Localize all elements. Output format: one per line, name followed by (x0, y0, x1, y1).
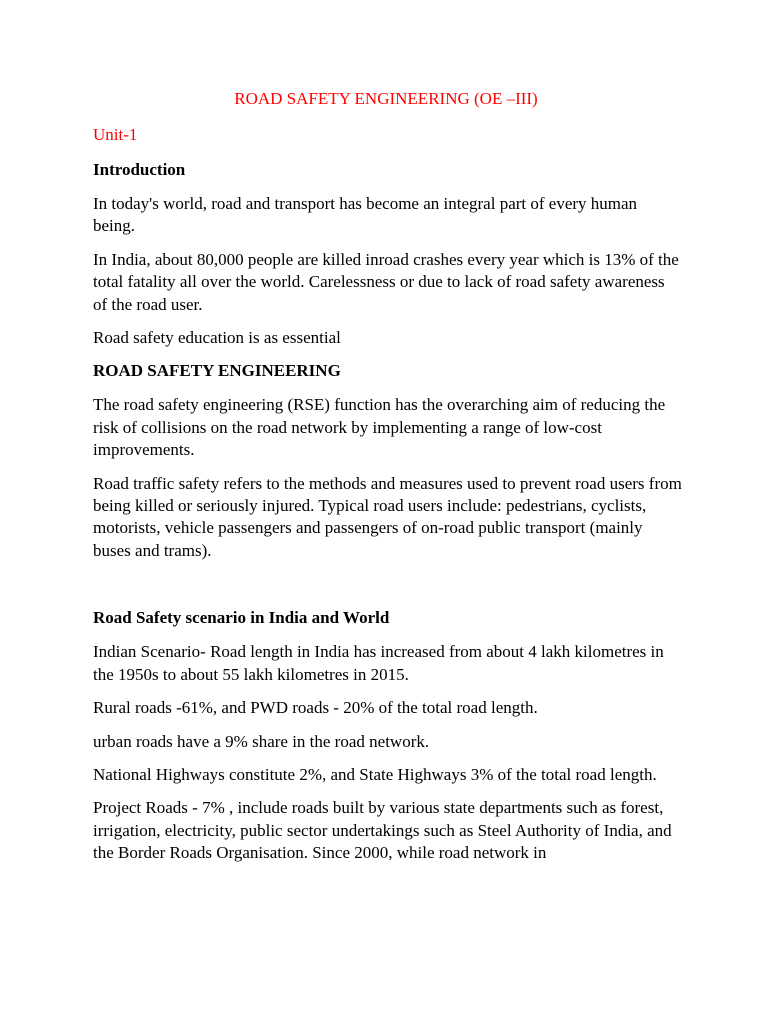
document-page (93, 88, 683, 876)
scenario-paragraph-1: Indian Scenario- Road length in India has increased from about 4 lakh kilometres in the 1950s to about 55 lakh kilometres in 2015. (93, 642, 664, 684)
scenario-heading: Road Safety scenario in India and World (93, 608, 390, 628)
scenario-paragraph-5: Project Roads - 7% , include roads built by various state departments such as forest, irrigation, electricity, public sector undertakings such as Steel Authority of India, and the Border Roads Organisation. Since 2000, while road network in (93, 798, 672, 863)
section-spacer (93, 573, 683, 607)
rse-paragraph-1: The road safety engineering (RSE) function has the overarching aim of reducing the risk of collisions on the road network by implementing a range of low-cost improvements. (93, 395, 666, 460)
intro-paragraph-1: In today's world, road and transport has become an integral part of every human being. (93, 194, 638, 236)
document-title: ROAD SAFETY ENGINEERING (OE –III) (234, 89, 538, 108)
unit-label: Unit-1 (93, 125, 138, 144)
rse-paragraph-2: Road traffic safety refers to the methods and measures used to prevent road users from being killed or seriously injured. Typical road users include: pedestrians, cyclists, motorists, vehicle passengers and passengers of on-road public transport (mainly buses and trams). (93, 473, 682, 560)
intro-paragraph-3: Road safety education is as essential (93, 328, 341, 348)
intro-paragraph-2: In India, about 80,000 people are killed inroad crashes every year which is 13% of the total fatality all over the world. Carelessness or due to lack of road safety awareness of the road user. (93, 249, 679, 314)
intro-heading: Introduction (93, 160, 186, 179)
rse-heading: ROAD SAFETY ENGINEERING (93, 361, 341, 381)
scenario-paragraph-2: Rural roads -61%, and PWD roads - 20% of the total road length. (93, 698, 538, 718)
scenario-paragraph-3: urban roads have a 9% share in the road network. (93, 731, 430, 751)
scenario-paragraph-4: National Highways constitute 2%, and State Highways 3% of the total road length. (93, 764, 657, 784)
